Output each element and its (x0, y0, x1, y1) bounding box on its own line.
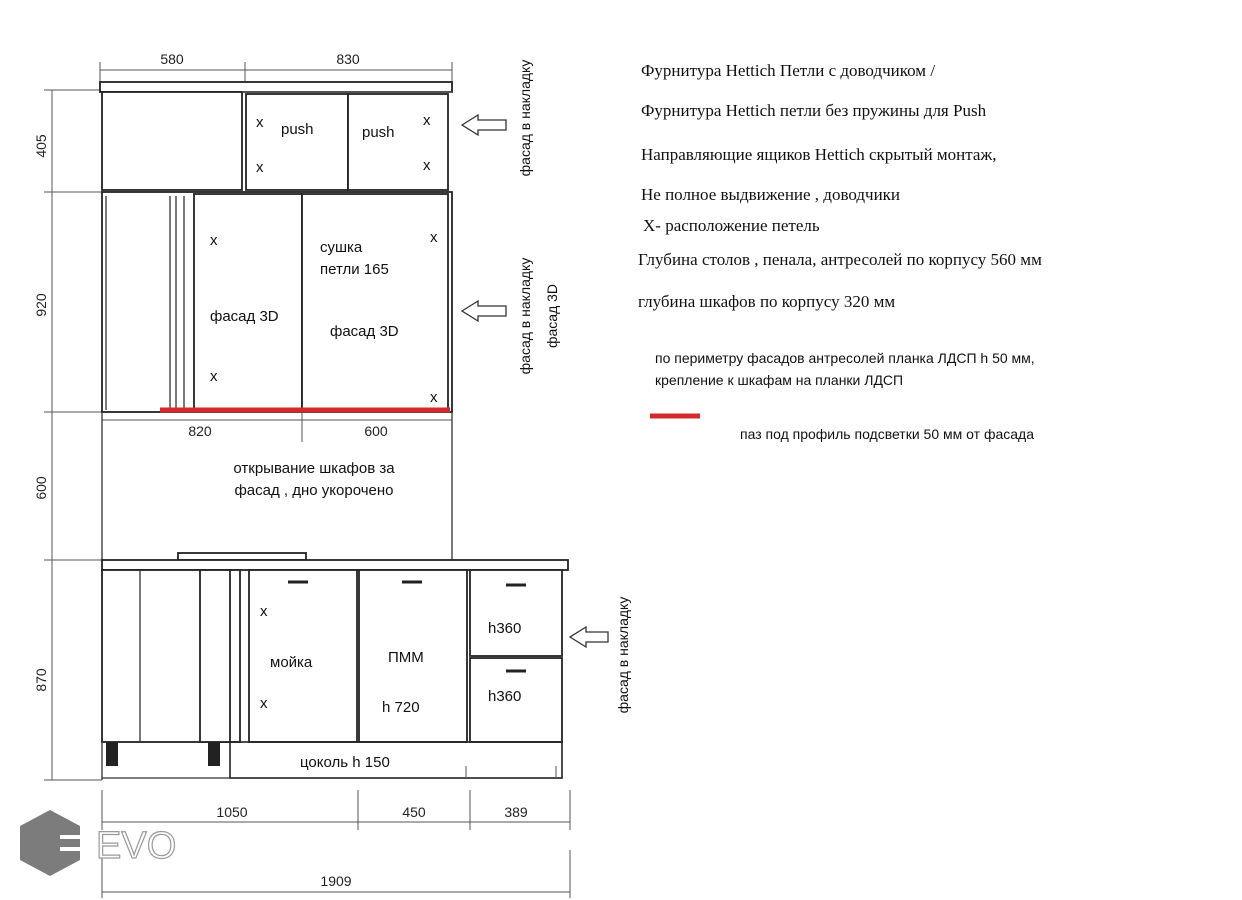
hinge-mark: x (256, 114, 264, 131)
hinge-mark: x (256, 159, 264, 176)
mezzanine-left (102, 92, 242, 190)
sink-top (178, 553, 306, 560)
dim-1909: 1909 (320, 873, 352, 889)
hinge-mark: x (260, 603, 268, 620)
logo-text: EVO (96, 825, 177, 867)
dishwasher-height-label: h 720 (382, 699, 420, 716)
plinth-label: цоколь h 150 (300, 754, 390, 771)
wall-facade-right (302, 194, 448, 410)
legend-text: паз под профиль подсветки 50 мм от фасада (740, 426, 1034, 442)
hinge-mark: x (423, 157, 431, 174)
opening-note-line2: фасад , дно укорочено (234, 482, 394, 499)
dim-389: 389 (504, 804, 528, 820)
hinge-mark: x (210, 368, 218, 385)
opening-note-line1: открывание шкафов за (233, 460, 395, 477)
apron-area (102, 412, 452, 560)
base-cabinets-row (102, 553, 568, 780)
note-line1: Фурнитура Hettich Петли с доводчиком / (641, 61, 936, 80)
dishwasher-label: ПММ (388, 649, 424, 666)
note-line2: Фурнитура Hettich петли без пружины для Push (641, 101, 987, 120)
note-line9: крепление к шкафам на планки ЛДСП (655, 372, 904, 388)
side-note-mid-line2: фасад 3D (544, 283, 560, 349)
hinge-mark: x (423, 112, 431, 129)
arrow-left-icon (462, 115, 506, 135)
side-note-mid-line1: фасад в накладку (517, 257, 533, 375)
hexagon-icon (20, 810, 80, 876)
dim-405: 405 (33, 134, 49, 158)
side-note-bottom: фасад в накладку (615, 596, 631, 714)
side-note-top: фасад в накладку (517, 59, 533, 177)
hinge-mark: x (430, 389, 438, 406)
sushka-label: сушка (320, 239, 363, 256)
note-line4: Не полное выдвижение , доводчики (641, 185, 901, 204)
hinges-165-label: петли 165 (320, 261, 389, 278)
drawer-bottom-label: h360 (488, 688, 522, 705)
mezzanine-row (100, 82, 452, 190)
leg-right (208, 742, 220, 766)
dim-920: 920 (33, 293, 49, 317)
arrow-left-icon (462, 301, 506, 321)
dim-600: 600 (33, 476, 49, 500)
evo-logo (20, 810, 176, 876)
note-line6: Глубина столов , пенала, антресолей по корпусу 560 мм (638, 250, 1042, 269)
drawer-top-label: h360 (488, 620, 522, 637)
note-line5: X- расположение петель (643, 216, 820, 235)
sink-label: мойка (270, 654, 313, 671)
push-label-right: push (362, 124, 395, 141)
left-dimensions (33, 90, 102, 780)
arrow-left-icon (570, 627, 608, 647)
dim-600-mid: 600 (364, 423, 388, 439)
dim-450: 450 (402, 804, 426, 820)
wall-cabinets-row (102, 192, 452, 412)
hinge-mark: x (210, 232, 218, 249)
corner-panel (200, 570, 230, 742)
top-plank (100, 82, 452, 92)
mezzanine-push-right (348, 94, 448, 190)
dim-830: 830 (336, 51, 360, 67)
dim-580: 580 (160, 51, 184, 67)
note-line3: Направляющие ящиков Hettich скрытый монтаж, (641, 145, 997, 164)
dim-820: 820 (188, 423, 212, 439)
note-line8: по периметру фасадов антресолей планка ЛДСП h 50 мм, (655, 350, 1035, 366)
push-label-left: push (281, 121, 314, 138)
leg-left (106, 742, 118, 766)
facade-3d-left: фасад 3D (210, 308, 279, 325)
notes-panel (638, 61, 1042, 442)
hinge-mark: x (260, 695, 268, 712)
drawer-top (470, 570, 562, 656)
countertop (102, 560, 568, 570)
dim-1050: 1050 (216, 804, 248, 820)
facade-3d-right: фасад 3D (330, 323, 399, 340)
dim-870: 870 (33, 668, 49, 692)
plinth (230, 742, 562, 778)
hinge-mark: x (430, 229, 438, 246)
note-line7: глубина шкафов по корпусу 320 мм (638, 292, 896, 311)
